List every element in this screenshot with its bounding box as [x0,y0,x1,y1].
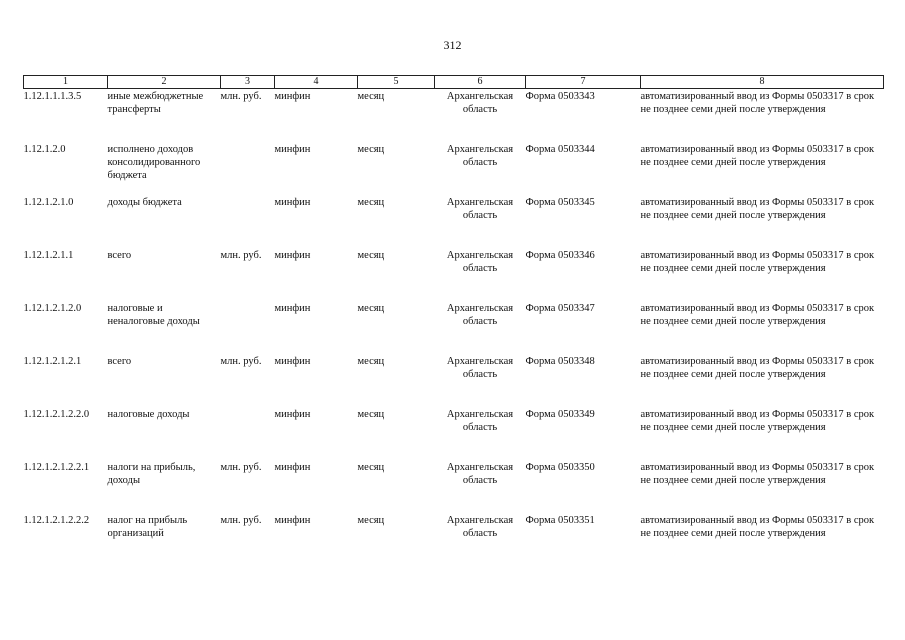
indicator-code: 1.12.1.2.1.1 [23,250,74,261]
input-method: автоматизированный ввод из Формы 0503317 в срок не позднее семи дней после утверждения [640,144,875,169]
region-line: Архангельская [446,250,514,261]
input-method: автоматизированный ввод из Формы 0503317 в срок не позднее семи дней после утверждения [640,197,875,222]
region [435,354,526,407]
column-header: 2 [108,76,221,89]
periodicity: месяц [357,144,385,155]
indicator-code: 1.12.1.2.0 [23,144,66,155]
responsible-agency: минфин [274,250,311,261]
column-header: 4 [275,76,358,89]
periodicity: месяц [357,303,385,314]
region-line: область [462,104,498,116]
region-line: область [462,263,498,275]
unit [221,142,275,195]
indicator-name: налоги на прибыль, доходы [107,462,196,487]
indicator-code: 1.12.1.2.1.2.2.2 [23,515,90,526]
region-line: область [462,528,498,540]
source-form: Форма 0503344 [525,144,595,155]
indicator-name: налоговые доходы [107,409,190,420]
table-row [24,513,884,566]
region [435,513,526,566]
source-form: Форма 0503346 [525,250,595,261]
column-header: 5 [358,76,435,89]
region [435,460,526,513]
page-number: 312 [443,38,462,52]
region [435,407,526,460]
responsible-agency: минфин [274,144,311,155]
source-form: Форма 0503343 [525,91,595,102]
indicator-name: исполнено доходов консолидированного бюджета [107,144,201,182]
table-row [24,142,884,195]
region-line: область [462,210,498,222]
table-row [24,354,884,407]
column-number-row [24,76,884,89]
region [435,89,526,143]
region-line: Архангельская [446,197,514,208]
responsible-agency: минфин [274,197,311,208]
table-row [24,460,884,513]
unit [221,195,275,248]
table-row [24,195,884,248]
responsible-agency: минфин [274,515,311,526]
region-line: Архангельская [446,409,514,420]
responsible-agency: минфин [274,356,311,367]
column-header: 6 [435,76,526,89]
table-row [24,407,884,460]
periodicity: месяц [357,409,385,420]
column-header: 3 [221,76,275,89]
region-line: область [462,422,498,434]
indicators-table [23,75,884,566]
indicator-name: иные межбюджетные трансферты [107,91,204,116]
region-line: Архангельская [446,91,514,102]
unit: млн. руб. [220,462,262,473]
input-method: автоматизированный ввод из Формы 0503317 в срок не позднее семи дней после утверждения [640,250,875,275]
region-line: Архангельская [446,144,514,155]
region-line: область [462,316,498,328]
input-method: автоматизированный ввод из Формы 0503317 в срок не позднее семи дней после утверждения [640,515,875,540]
region [435,195,526,248]
indicator-name: налог на прибыль организаций [107,515,188,540]
region-line: Архангельская [446,515,514,526]
indicator-code: 1.12.1.2.1.2.0 [23,303,82,314]
indicator-name: всего [107,250,132,261]
source-form: Форма 0503345 [525,197,595,208]
unit: млн. руб. [220,515,262,526]
periodicity: месяц [357,250,385,261]
column-header: 8 [641,76,884,89]
indicator-code: 1.12.1.2.1.0 [23,197,74,208]
responsible-agency: минфин [274,409,311,420]
responsible-agency: минфин [274,462,311,473]
responsible-agency: минфин [274,91,311,102]
source-form: Форма 0503349 [525,409,595,420]
region [435,248,526,301]
table-row [24,89,884,143]
unit [221,407,275,460]
region-line: Архангельская [446,356,514,367]
input-method: автоматизированный ввод из Формы 0503317 в срок не позднее семи дней после утверждения [640,303,875,328]
periodicity: месяц [357,462,385,473]
periodicity: месяц [357,91,385,102]
region [435,301,526,354]
region-line: Архангельская [446,462,514,473]
source-form: Форма 0503347 [525,303,595,314]
periodicity: месяц [357,197,385,208]
indicator-name: доходы бюджета [107,197,182,208]
indicator-name: налоговые и неналоговые доходы [107,303,200,328]
input-method: автоматизированный ввод из Формы 0503317 в срок не позднее семи дней после утверждения [640,356,875,381]
periodicity: месяц [357,515,385,526]
indicator-code: 1.12.1.2.1.2.1 [23,356,82,367]
input-method: автоматизированный ввод из Формы 0503317 в срок не позднее семи дней после утверждения [640,91,875,116]
source-form: Форма 0503350 [525,462,595,473]
unit: млн. руб. [220,356,262,367]
region-line: Архангельская [446,303,514,314]
region-line: область [462,369,498,381]
indicator-code: 1.12.1.1.1.3.5 [23,91,82,102]
region [435,142,526,195]
indicator-code: 1.12.1.2.1.2.2.0 [23,409,90,420]
unit: млн. руб. [220,250,262,261]
column-header: 7 [526,76,641,89]
indicator-name: всего [107,356,132,367]
indicator-code: 1.12.1.2.1.2.2.1 [23,462,90,473]
input-method: автоматизированный ввод из Формы 0503317 в срок не позднее семи дней после утверждения [640,462,875,487]
input-method: автоматизированный ввод из Формы 0503317 в срок не позднее семи дней после утверждения [640,409,875,434]
periodicity: месяц [357,356,385,367]
table-row [24,248,884,301]
region-line: область [462,157,498,169]
table-row [24,301,884,354]
column-header: 1 [24,76,108,89]
source-form: Форма 0503348 [525,356,595,367]
unit: млн. руб. [220,91,262,102]
source-form: Форма 0503351 [525,515,595,526]
region-line: область [462,475,498,487]
responsible-agency: минфин [274,303,311,314]
unit [221,301,275,354]
